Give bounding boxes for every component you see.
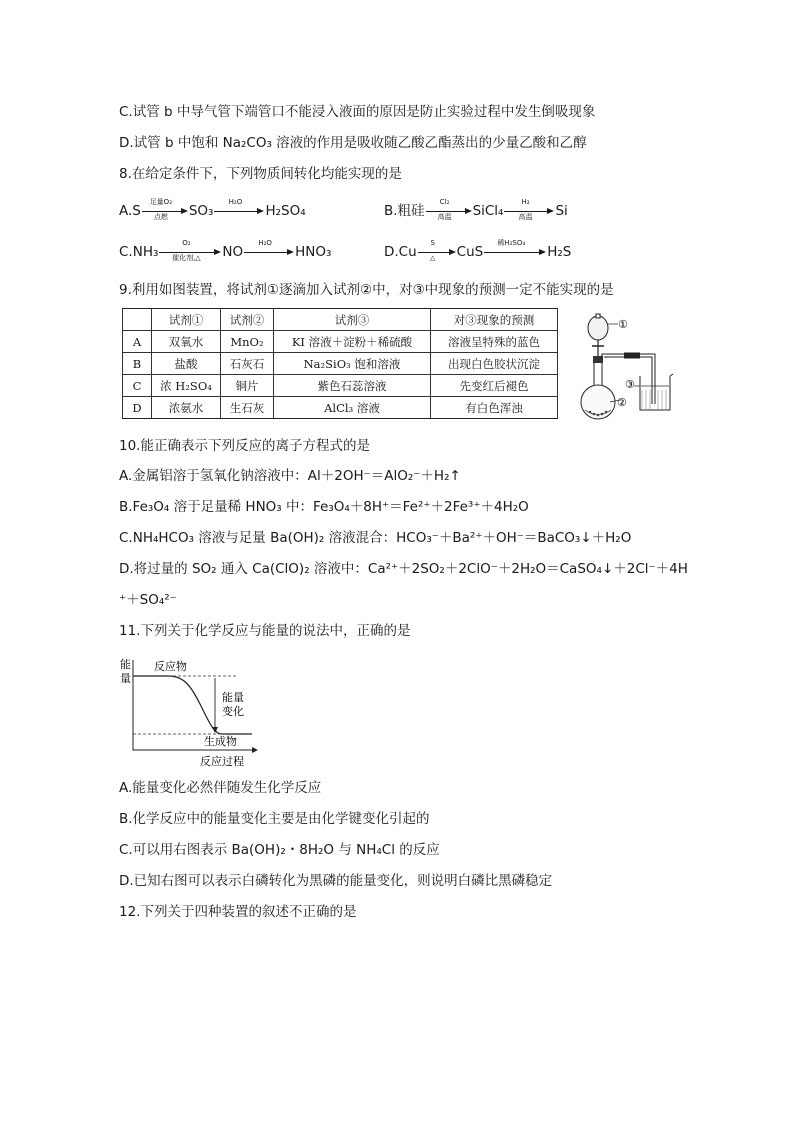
q10-option-b: B.Fe₃O₄ 溶于足量稀 HNO₃ 中：Fe₃O₄＋8H⁺＝Fe²⁺＋2Fe³⁺＋4H₂O: [119, 499, 529, 515]
q8d-middle: CuS: [456, 244, 484, 260]
table-cell: 浓 H₂SO₄: [152, 375, 221, 397]
reaction-arrow: [244, 239, 294, 261]
q11-option-d: D.已知右图可以表示白磷转化为黑磷的能量变化，则说明白磷比黑磷稳定: [119, 873, 553, 889]
q8-option-c: [119, 239, 332, 262]
q10-option-d-continued: ⁺＋SO₄²⁻: [119, 592, 177, 608]
y-axis-label: 能: [120, 658, 131, 671]
q10-option-c: C.NH₄HCO₃ 溶液与足量 Ba(OH)₂ 溶液混合：HCO₃⁻＋Ba²⁺＋OH⁻＝BaCO₃↓＋H₂O: [119, 530, 632, 546]
q8-option-a: [119, 198, 306, 221]
table-header-cell: 试剂③: [274, 309, 431, 331]
table-cell: KI 溶液＋淀粉＋稀硫酸: [274, 331, 431, 353]
table-header-cell: 试剂①: [152, 309, 221, 331]
q10-option-d: D.将过量的 SO₂ 通入 Ca(ClO)₂ 溶液中：Ca²⁺＋2SO₂＋2ClO⁻＋2H₂O＝CaSO₄↓＋2Cl⁻＋4H: [119, 561, 688, 577]
reaction-arrow: [426, 198, 472, 221]
arrow-condition: 高温: [437, 213, 452, 221]
reaction-arrow: [418, 239, 456, 262]
table-header-cell: 对③现象的预测: [431, 309, 558, 331]
q8-stem: 8.在给定条件下，下列物质间转化均能实现的是: [119, 166, 402, 182]
table-row: [123, 375, 558, 397]
q9-stem: 9.利用如图装置，将试剂①逐滴加入试剂②中，对③中现象的预测一定不能实现的是: [119, 282, 614, 298]
reactant-label: 反应物: [154, 660, 187, 673]
q8b-prefix: B.粗硅: [384, 203, 425, 219]
q8c-prefix: C.NH₃: [119, 244, 159, 260]
q7-option-c: C.试管 b 中导气管下端管口不能浸入液面的原因是防止实验过程中发生倒吸现象: [119, 104, 596, 120]
arrow-condition: △: [429, 254, 436, 262]
label-2: ②: [617, 396, 627, 409]
table-cell: A: [123, 331, 152, 353]
table-cell: 先变红后褪色: [431, 375, 558, 397]
table-cell: 盐酸: [152, 353, 221, 375]
q8d-product: H₂S: [547, 244, 572, 260]
reaction-arrow: [214, 198, 264, 220]
q8c-product: HNO₃: [295, 244, 332, 260]
arrow-condition: O₂: [182, 239, 191, 247]
table-header-cell: 试剂②: [221, 309, 274, 331]
reaction-arrow: [142, 198, 188, 221]
table-cell: MnO₂: [221, 331, 274, 353]
q8-option-d: [384, 239, 572, 262]
label-3: ③: [625, 378, 635, 391]
table-header-row: [123, 309, 558, 331]
q10-option-a: A.金属铝溶于氢氧化钠溶液中：Al＋2OH⁻＝AlO₂⁻＋H₂↑: [119, 468, 461, 484]
arrow-condition: 催化剂,△: [172, 254, 201, 262]
table-cell: AlCl₃ 溶液: [274, 397, 431, 419]
q8d-prefix: D.Cu: [384, 244, 417, 260]
q7-option-d: D.试管 b 中饱和 Na₂CO₃ 溶液的作用是吸收随乙酸乙酯蒸出的少量乙酸和乙醇: [119, 135, 587, 151]
reagent-table: [122, 308, 558, 419]
table-row: [123, 331, 558, 353]
table-cell: 有白色浑浊: [431, 397, 558, 419]
table-cell: C: [123, 375, 152, 397]
x-axis-label: 反应过程: [200, 755, 244, 768]
energy-diagram: [118, 654, 260, 770]
q11-option-b: B.化学反应中的能量变化主要是由化学键变化引起的: [119, 811, 430, 827]
table-cell: 双氧水: [152, 331, 221, 353]
q8a-prefix: A.S: [119, 203, 141, 219]
q12-stem: 12.下列关于四种装置的叙述不正确的是: [119, 904, 357, 920]
table-cell: 浓氨水: [152, 397, 221, 419]
q11-option-c: C.可以用右图表示 Ba(OH)₂・8H₂O 与 NH₄Cl 的反应: [119, 842, 440, 858]
table-row: [123, 353, 558, 375]
table-header-cell: [123, 309, 152, 331]
table-cell: 生石灰: [221, 397, 274, 419]
table-cell: 铜片: [221, 375, 274, 397]
table-cell: B: [123, 353, 152, 375]
reaction-arrow: [159, 239, 221, 262]
reaction-arrow: [484, 239, 546, 261]
energy-change-label: 能量: [222, 691, 244, 704]
arrow-condition: Cl₂: [439, 198, 450, 206]
table-cell: D: [123, 397, 152, 419]
arrow-condition: H₂O: [228, 198, 243, 206]
table-cell: 出现白色胶状沉淀: [431, 353, 558, 375]
label-1: ①: [618, 318, 628, 331]
q8b-middle: SiCl₄: [472, 203, 504, 219]
arrow-condition: H₂O: [258, 239, 272, 247]
reaction-arrow: [504, 198, 554, 221]
q10-stem: 10.能正确表示下列反应的离子方程式的是: [119, 438, 370, 454]
energy-change-label: 变化: [222, 705, 244, 718]
table-cell: 石灰石: [221, 353, 274, 375]
arrow-condition: 高温: [518, 213, 533, 221]
q11-option-a: A.能量变化必然伴随发生化学反应: [119, 780, 322, 796]
y-axis-label: 量: [120, 672, 131, 685]
product-label: 生成物: [204, 735, 237, 748]
arrow-condition: 稀H₂SO₄: [497, 239, 526, 247]
q8a-product: H₂SO₄: [265, 203, 306, 219]
arrow-condition: 点燃: [153, 213, 168, 221]
q8a-middle: SO₃: [188, 203, 214, 219]
q8b-product: Si: [555, 203, 568, 219]
table-cell: 紫色石蕊溶液: [274, 375, 431, 397]
arrow-condition: H₂: [521, 198, 530, 206]
table-row: [123, 397, 558, 419]
table-cell: Na₂SiO₃ 饱和溶液: [274, 353, 431, 375]
q8-option-b: [384, 198, 568, 221]
table-cell: 溶液呈特殊的蓝色: [431, 331, 558, 353]
arrow-condition: 足量O₂: [149, 198, 173, 206]
q8c-middle: NO: [222, 244, 244, 260]
arrow-condition: S: [430, 239, 435, 247]
reaction-apparatus-diagram: [576, 306, 678, 426]
q11-stem: 11.下列关于化学反应与能量的说法中，正确的是: [119, 623, 411, 639]
